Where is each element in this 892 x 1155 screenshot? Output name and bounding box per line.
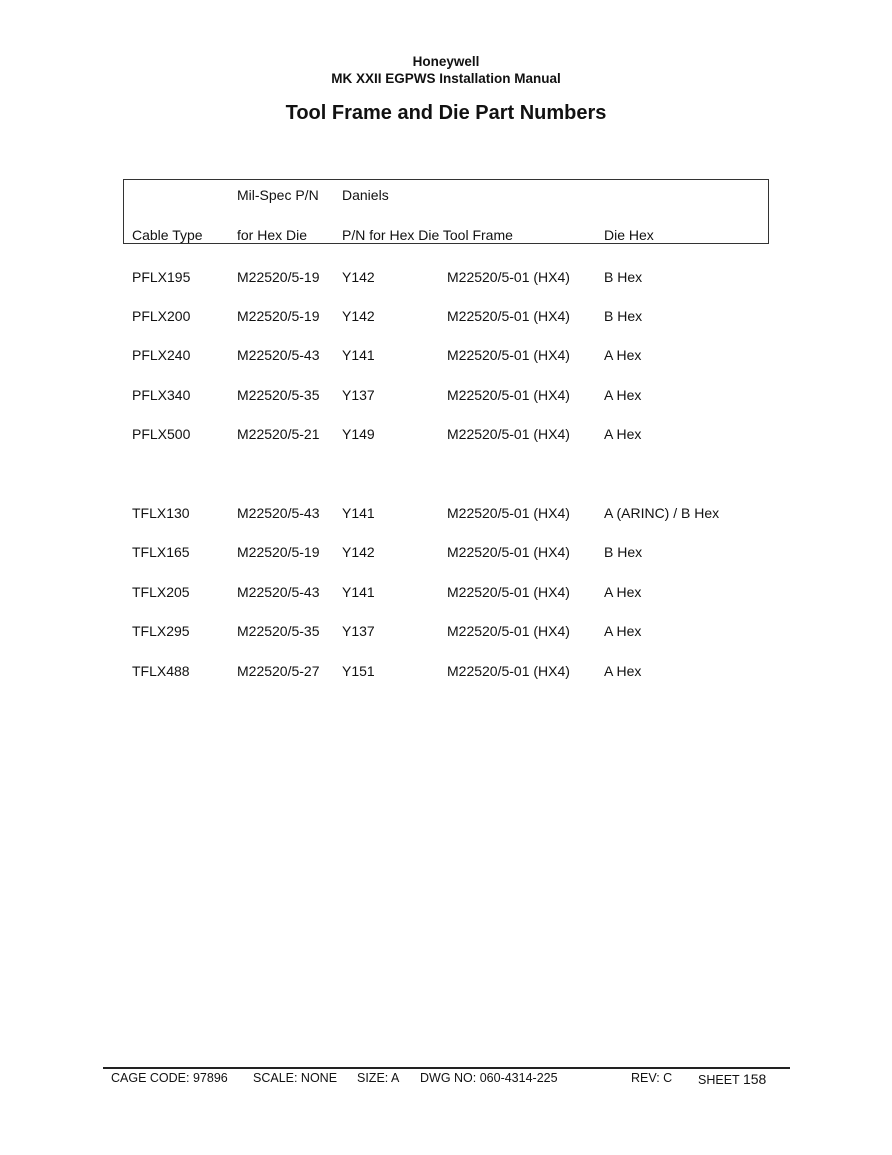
cell-cable-type: TFLX295 [132,623,190,639]
cell-tool-frame: M22520/5-01 (HX4) [447,505,570,521]
cell-daniels-pn: Y142 [342,308,375,324]
cell-milspec-pn: M22520/5-35 [237,623,320,639]
cell-cable-type: PFLX195 [132,269,191,285]
footer-divider [103,1067,790,1069]
cell-milspec-pn: M22520/5-35 [237,387,320,403]
cell-die-hex: A Hex [604,623,642,639]
cell-tool-frame: M22520/5-01 (HX4) [447,544,570,560]
cell-die-hex: B Hex [604,544,643,560]
header-cable-type: Cable Type [132,227,203,243]
cell-milspec-pn: M22520/5-43 [237,347,320,363]
cell-cable-type: PFLX240 [132,347,191,363]
cell-die-hex: B Hex [604,269,643,285]
footer-sheet-label: SHEET [698,1073,740,1087]
cell-cable-type: TFLX165 [132,544,190,560]
cell-tool-frame: M22520/5-01 (HX4) [447,584,570,600]
header-milspec: Mil-Spec P/N [237,187,319,203]
footer-scale: SCALE: NONE [253,1071,338,1085]
footer-sheet-number: 158 [742,1071,767,1087]
cell-daniels-pn: Y141 [342,347,375,363]
footer-cage-code: CAGE CODE: 97896 [111,1071,228,1085]
cell-cable-type: TFLX130 [132,505,190,521]
cell-cable-type: PFLX500 [132,426,191,442]
cell-daniels-pn: Y137 [342,387,375,403]
cell-daniels-pn: Y137 [342,623,375,639]
cell-tool-frame: M22520/5-01 (HX4) [447,347,570,363]
cell-tool-frame: M22520/5-01 (HX4) [447,269,570,285]
cell-milspec-pn: M22520/5-43 [237,505,320,521]
cell-tool-frame: M22520/5-01 (HX4) [447,623,570,639]
cell-milspec-pn: M22520/5-43 [237,584,320,600]
footer-dwg-no: DWG NO: 060-4314-225 [420,1071,558,1085]
page-title: Tool Frame and Die Part Numbers [285,102,607,124]
cell-die-hex: A Hex [604,347,642,363]
cell-die-hex: A Hex [604,387,642,403]
cell-cable-type: PFLX200 [132,308,191,324]
cell-daniels-pn: Y142 [342,269,375,285]
cell-milspec-pn: M22520/5-27 [237,663,320,679]
footer-rev: REV: C [631,1071,673,1085]
cell-cable-type: PFLX340 [132,387,191,403]
header-hex-die: for Hex Die [237,227,308,243]
cell-daniels-pn: Y149 [342,426,375,442]
cell-cable-type: TFLX488 [132,663,190,679]
cell-die-hex: A Hex [604,663,642,679]
company-name: Honeywell [412,54,480,69]
cell-tool-frame: M22520/5-01 (HX4) [447,308,570,324]
cell-daniels-pn: Y141 [342,584,375,600]
header-die-hex: Die Hex [604,227,654,243]
cell-die-hex: A Hex [604,584,642,600]
cell-die-hex: A (ARINC) / B Hex [604,505,720,521]
cell-tool-frame: M22520/5-01 (HX4) [447,387,570,403]
header-daniels: Daniels [342,187,389,203]
cell-milspec-pn: M22520/5-19 [237,544,320,560]
manual-title: MK XXII EGPWS Installation Manual [331,71,561,86]
cell-milspec-pn: M22520/5-21 [237,426,320,442]
cell-daniels-pn: Y151 [342,663,375,679]
cell-die-hex: B Hex [604,308,643,324]
cell-cable-type: TFLX205 [132,584,190,600]
cell-daniels-pn: Y141 [342,505,375,521]
header-tool-frame: P/N for Hex Die Tool Frame [342,227,513,243]
cell-milspec-pn: M22520/5-19 [237,308,320,324]
footer-size: SIZE: A [357,1071,400,1085]
cell-tool-frame: M22520/5-01 (HX4) [447,426,570,442]
cell-tool-frame: M22520/5-01 (HX4) [447,663,570,679]
cell-milspec-pn: M22520/5-19 [237,269,320,285]
cell-daniels-pn: Y142 [342,544,375,560]
cell-die-hex: A Hex [604,426,642,442]
footer-sheet [698,1071,766,1087]
